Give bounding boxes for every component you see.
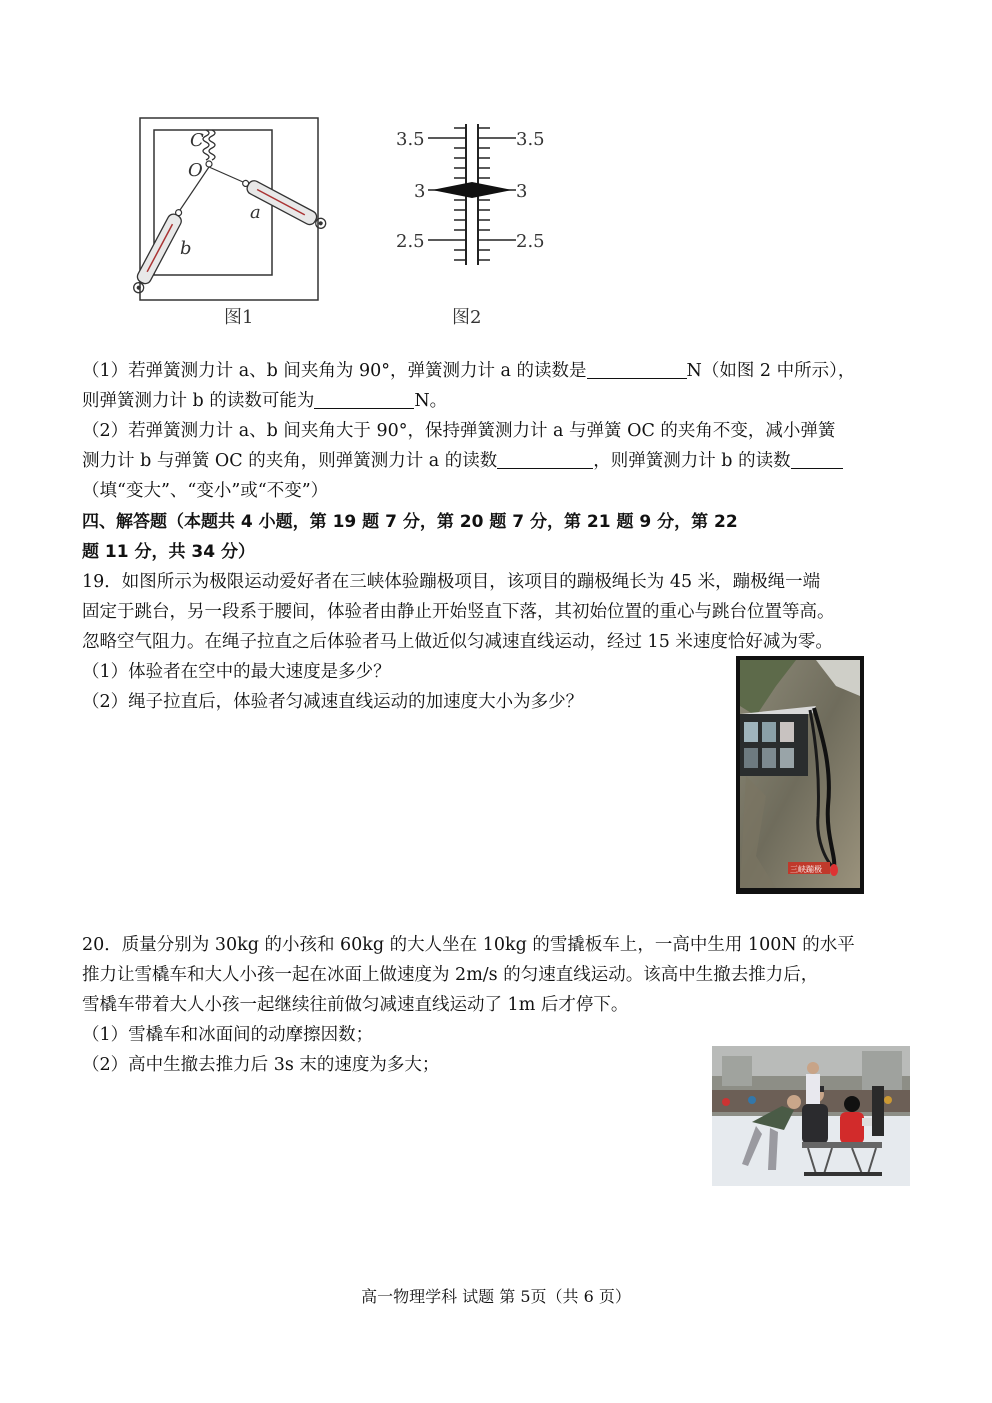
q18-part1-line1: [82, 356, 855, 386]
q18-part2-line1: （2）若弹簧测力计 a、b 间夹角大于 90°，保持弹簧测力计 a 与弹簧 OC 的夹角不变，减小弹簧: [82, 421, 836, 441]
q19-sub1: （1）体验者在空中的最大速度是多少？: [82, 662, 391, 682]
q18-p1-text-c: 则弹簧测力计 b 的读数可能为: [82, 391, 315, 411]
q20-sub2: （2）高中生撤去推力后 3s 末的速度为多大；: [82, 1055, 440, 1075]
q20-stem-line2: 推力让雪橇车和大人小孩一起在冰面上做速度为 2m/s 的匀速直线运动。该高中生撤去推力后，: [82, 965, 819, 985]
figure-1-diagram: [120, 110, 340, 310]
bungee-photo-sign: 三峡蹦极: [790, 865, 822, 874]
fig2-tick-right-3: 3: [516, 181, 528, 202]
q20-sub1: （1）雪橇车和冰面间的动摩擦因数；: [82, 1025, 374, 1045]
bungee-jump-photo: [736, 656, 864, 894]
q19-stem-line1: 19．如图所示为极限运动爱好者在三峡体验蹦极项目，该项目的蹦极绳长为 45 米，蹦极绳一端: [82, 572, 821, 592]
q19-stem-line2: 固定于跳台，另一段系于腰间，体验者由静止开始竖直下落，其初始位置的重心与跳台位置等高。: [82, 602, 835, 622]
fig2-tick-right-25: 2.5: [516, 231, 545, 252]
q18-part2-line2: [82, 446, 843, 476]
fig1-label-a: a: [250, 202, 261, 223]
q18-p1-text-b: N（如图 2 中所示），: [686, 361, 856, 381]
q18-p1-text-a: （1）若弹簧测力计 a、b 间夹角为 90°，弹簧测力计 a 的读数是: [82, 361, 587, 381]
q18-part1-line2: [82, 386, 447, 416]
q18-part2-line3: （填“变大”、“变小”或“不变”）: [82, 481, 329, 501]
figure-1-caption: 图1: [224, 307, 254, 328]
fig2-tick-left-25: 2.5: [396, 231, 425, 252]
section-4-heading-line2: 题 11 分，共 34 分）: [82, 542, 255, 562]
q20-stem-line3: 雪橇车带着大人小孩一起继续往前做匀减速直线运动了 1m 后才停下。: [82, 995, 629, 1015]
q20-stem-line1: 20．质量分别为 30kg 的小孩和 60kg 的大人坐在 10kg 的雪撬板车上，一高中生用 100N 的水平: [82, 935, 855, 955]
answer-blank-b-change[interactable]: [791, 448, 843, 469]
section-4-heading-line1: 四、解答题（本题共 4 小题，第 19 题 7 分，第 20 题 7 分，第 21 题 9 分，第 22: [82, 512, 738, 532]
answer-blank-a-change[interactable]: [497, 448, 593, 469]
figure-2-diagram: [388, 120, 558, 270]
fig1-label-c: C: [190, 130, 204, 151]
page-footer: 高一物理学科 试题 第 5页（共 6 页）: [361, 1287, 631, 1306]
fig1-label-b: b: [180, 238, 192, 259]
figure-2-caption: 图2: [452, 307, 482, 328]
sled-cart-photo: [712, 1046, 910, 1186]
q19-stem-line3: 忽略空气阻力。在绳子拉直之后体验者马上做近似匀减速直线运动，经过 15 米速度恰好减为零。: [82, 632, 833, 652]
answer-blank-a-reading[interactable]: [587, 358, 687, 379]
fig1-label-o: O: [188, 160, 203, 181]
fig2-tick-left-3: 3: [414, 181, 426, 202]
q18-p1-text-d: N。: [414, 391, 448, 411]
q18-p2-text-a: 测力计 b 与弹簧 OC 的夹角，则弹簧测力计 a 的读数: [82, 451, 498, 471]
answer-blank-b-reading[interactable]: [314, 388, 414, 409]
q18-p2-text-b: ，则弹簧测力计 b 的读数: [593, 451, 791, 471]
fig2-tick-right-35: 3.5: [516, 129, 545, 150]
fig2-tick-left-35: 3.5: [396, 129, 425, 150]
q19-sub2: （2）绳子拉直后，体验者匀减速直线运动的加速度大小为多少？: [82, 692, 584, 712]
